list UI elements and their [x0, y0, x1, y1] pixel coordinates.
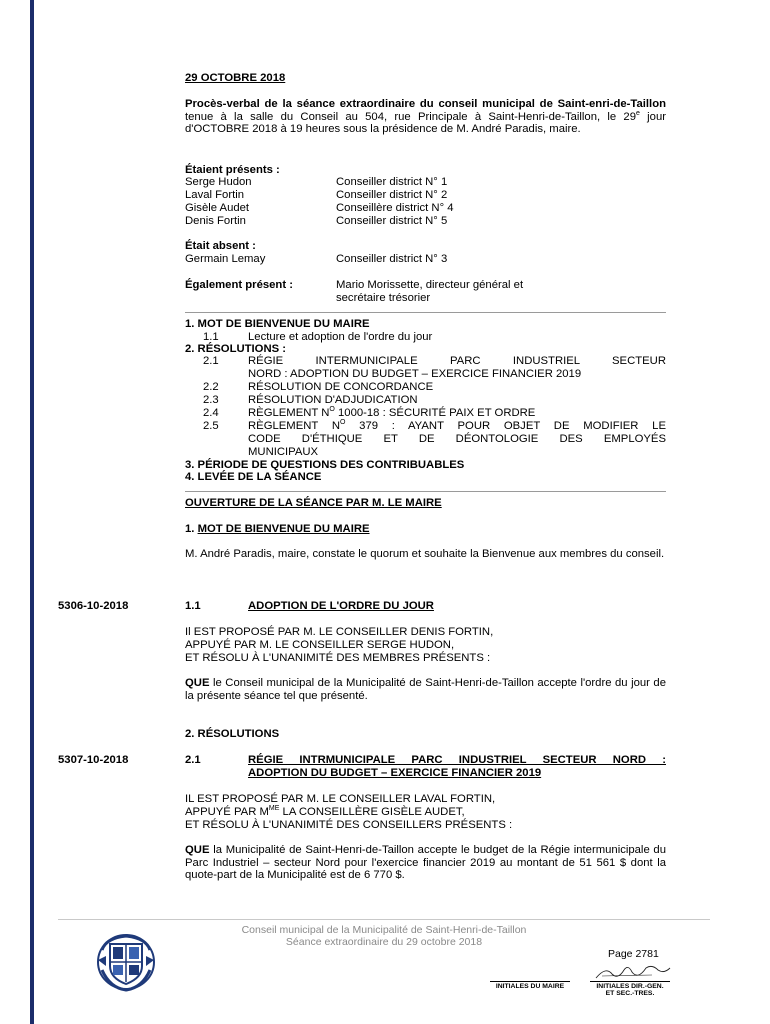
- intro-paragraph: [185, 98, 666, 136]
- agenda-item-4: 4. LEVÉE DE LA SÉANCE: [185, 471, 322, 483]
- intro-text-1: tenue à la salle du Conseil au 504, rue Principale à Saint-Henri-de-Taillon, le 29: [185, 110, 636, 123]
- footer-divider: [58, 919, 710, 920]
- resolution-number: 5306-10-2018: [58, 600, 129, 612]
- resolved-line: ET RÉSOLU À L'UNANIMITÉ DES MEMBRES PRÉSENTS :: [185, 652, 491, 664]
- mayor-initials-label: INITIALES DU MAIRE: [495, 983, 565, 990]
- also-present-line2: secrétaire trésorier: [336, 292, 431, 304]
- welcome-heading: [185, 523, 370, 536]
- agenda-item-2-2: RÉSOLUTION DE CONCORDANCE: [248, 381, 434, 393]
- divider: [185, 312, 666, 313]
- agenda-num: 1.1: [203, 331, 219, 343]
- agenda-item-2-4-a: RÈGLEMENT N: [248, 407, 330, 419]
- proposal-line: IL EST PROPOSÉ PAR M. LE CONSEILLER LAVAL FORTIN,: [185, 793, 496, 805]
- agenda-item-2-5-b: 379 : AYANT POUR OBJET DE MODIFIER LE: [345, 420, 666, 432]
- seconded-b: LA CONSEILLÈRE GISÈLE AUDET,: [279, 806, 465, 818]
- agenda-item-2-1-b: NORD : ADOPTION DU BUDGET – EXERCICE FINANCIER 2019: [248, 368, 582, 380]
- absent-role: Conseiller district N° 3: [336, 253, 448, 265]
- agenda-item-2-5-a-text: RÈGLEMENT N: [248, 420, 340, 432]
- agenda-num: 2.5: [203, 420, 219, 432]
- dg-initials-label-2: ET SEC.-TRES.: [605, 990, 655, 997]
- que-label: QUE: [185, 844, 210, 856]
- seconded-line: [185, 806, 465, 819]
- resolution-title-1: RÉGIE INTRMUNICIPALE PARC INDUSTRIEL SECTEUR NORD :: [248, 754, 666, 766]
- intro-sup: e: [636, 109, 640, 117]
- signature: [592, 962, 672, 982]
- date-heading: 29 OCTOBRE 2018: [185, 72, 286, 84]
- resolution-number: 5307-10-2018: [58, 754, 129, 766]
- footer-line-2: Séance extraordinaire du 29 octobre 2018: [285, 936, 483, 948]
- agenda-item-2-1-a: RÉGIE INTERMUNICIPALE PARC INDUSTRIEL SECTEUR: [248, 355, 666, 367]
- absent-name: Germain Lemay: [185, 253, 266, 265]
- seconded-a: APPUYÉ PAR M: [185, 806, 269, 818]
- present-heading: Étaient présents :: [185, 164, 280, 176]
- resolution-text: [185, 844, 666, 882]
- municipal-crest-logo: [96, 930, 156, 992]
- seconded-sup: ME: [268, 805, 280, 813]
- footer-line-1: Conseil municipal de la Municipalité de Saint-Henri-de-Taillon: [241, 924, 527, 936]
- resolution-item-num: 2.1: [185, 754, 201, 766]
- intro-bold: Procès-verbal de la séance extraordinaire du conseil municipal de Saint-enri-de-Taillon: [185, 98, 666, 110]
- mayor-initials-line: [490, 981, 570, 982]
- also-present-line1: Mario Morissette, directeur général et: [336, 279, 524, 291]
- welcome-title: MOT DE BIENVENUE DU MAIRE: [197, 523, 370, 535]
- seconded-line: APPUYÉ PAR M. LE CONSEILLER SERGE HUDON,: [185, 639, 455, 651]
- resolution-text: [185, 677, 666, 702]
- agenda-item-2-3: RÉSOLUTION D'ADJUDICATION: [248, 394, 418, 406]
- resolution-body: la Municipalité de Saint-Henri-de-Taillon accepte le budget de la Régie intermunicipale du Parc Industriel – secteur Nord pour l'exercice financier 2019 au montant de 51 561 $ dont la quote-part de la Municipalité est de 6 770 $.: [185, 844, 666, 882]
- agenda-item-2-5-c: CODE D'ÉTHIQUE ET DE DÉONTOLOGIE DES EMPLOYÉS: [248, 433, 666, 445]
- member-name: Denis Fortin: [185, 215, 246, 227]
- resolution-title: ADOPTION DE L'ORDRE DU JOUR: [248, 600, 434, 612]
- member-name: Laval Fortin: [185, 189, 245, 201]
- binder-edge: [30, 0, 34, 1024]
- agenda-item-2-5-d: MUNICIPAUX: [248, 446, 319, 458]
- resolution-body: le Conseil municipal de la Municipalité de Saint-Henri-de-Taillon accepte l'ordre du jour de la présente séance tel que présenté.: [185, 677, 666, 702]
- dg-initials-label-1: INITIALES DIR.-GEN.: [596, 983, 664, 990]
- agenda-item-2-5-a: [248, 420, 666, 433]
- member-role: Conseiller district N° 5: [336, 215, 448, 227]
- welcome-num: 1.: [185, 523, 195, 535]
- agenda-num: 2.1: [203, 355, 219, 367]
- intro-text-2: jour d'OCTOBRE 2018 à 19 heures sous la présidence de M. André Paradis, maire.: [185, 110, 666, 136]
- agenda-item-2-5-sup: O: [339, 419, 346, 427]
- que-label: QUE: [185, 677, 210, 689]
- member-role: Conseiller district N° 1: [336, 176, 448, 188]
- member-role: Conseiller district N° 2: [336, 189, 448, 201]
- proposal-line: Il EST PROPOSÉ PAR M. LE CONSEILLER DENIS FORTIN,: [185, 626, 494, 638]
- member-name: Serge Hudon: [185, 176, 252, 188]
- absent-heading: Était absent :: [185, 240, 256, 252]
- member-name: Gisèle Audet: [185, 202, 250, 214]
- resolved-line: ET RÉSOLU À L'UNANIMITÉ DES CONSEILLERS PRÉSENTS :: [185, 819, 513, 831]
- agenda-item-1: 1. MOT DE BIENVENUE DU MAIRE: [185, 318, 370, 330]
- agenda-item-3: 3. PÉRIODE DE QUESTIONS DES CONTRIBUABLES: [185, 459, 465, 471]
- resolutions-heading: 2. RÉSOLUTIONS: [185, 728, 280, 740]
- page-number: Page 2781: [608, 948, 659, 960]
- divider: [185, 491, 666, 492]
- agenda-item-2-4-sup: O: [329, 406, 335, 414]
- resolution-title-2: ADOPTION DU BUDGET – EXERCICE FINANCIER 2019: [248, 767, 542, 779]
- agenda-num: 2.3: [203, 394, 219, 406]
- also-present-label: Également présent :: [185, 279, 293, 291]
- agenda-num: 2.4: [203, 407, 219, 419]
- agenda-num: 2.2: [203, 381, 219, 393]
- member-role: Conseillère district N° 4: [336, 202, 454, 214]
- agenda-item-2-4-b: 1000-18 : SÉCURITÉ PAIX ET ORDRE: [334, 407, 536, 419]
- agenda-item-2-4: [248, 407, 535, 420]
- welcome-text: M. André Paradis, maire, constate le quorum et souhaite la Bienvenue aux membres du conseil.: [185, 548, 665, 560]
- opening-heading: OUVERTURE DE LA SÉANCE PAR M. LE MAIRE: [185, 497, 442, 509]
- agenda-item-1-1: Lecture et adoption de l'ordre du jour: [248, 331, 433, 343]
- resolution-item-num: 1.1: [185, 600, 201, 612]
- dg-initials-line: [590, 981, 670, 982]
- agenda-item-2: 2. RÉSOLUTIONS :: [185, 343, 287, 355]
